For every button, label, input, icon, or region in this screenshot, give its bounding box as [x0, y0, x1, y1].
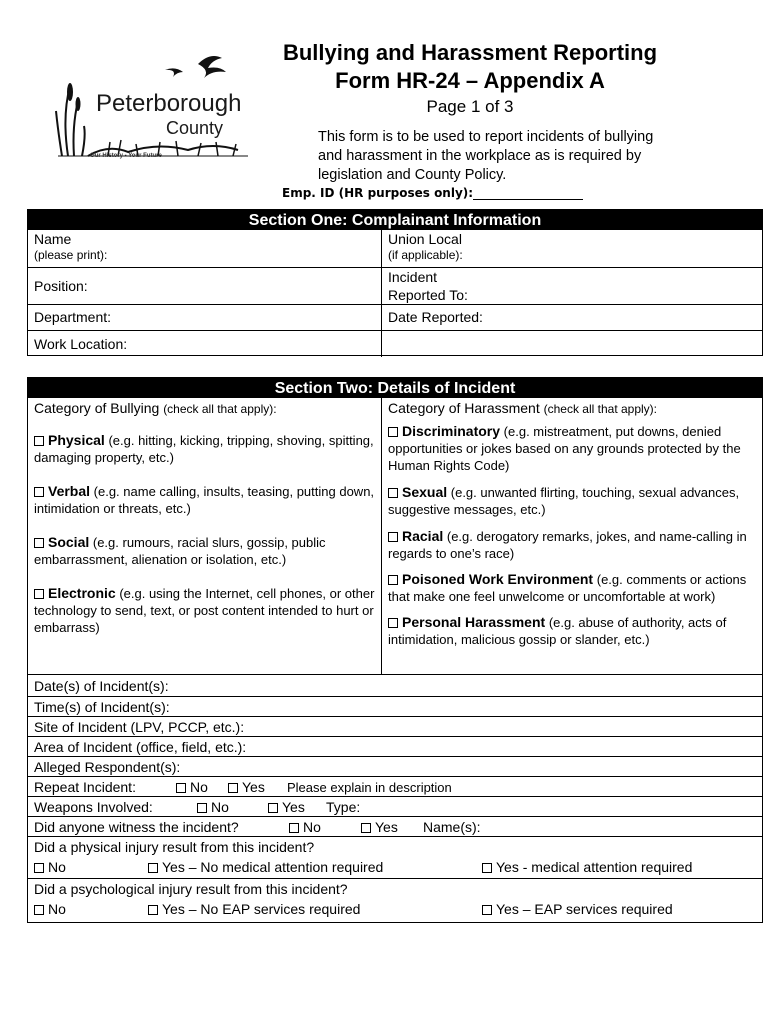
witness-label: Did anyone witness the incident? — [34, 819, 239, 835]
area-label: Area of Incident (office, field, etc.): — [34, 739, 247, 755]
psychological-injury-row — [28, 878, 762, 920]
poisoned-checkbox[interactable] — [388, 575, 398, 585]
witness-yes[interactable]: Yes — [361, 817, 423, 837]
physical-injury-row — [28, 836, 762, 878]
date-reported-field[interactable] — [382, 305, 762, 330]
emp-id-label: Emp. ID (HR purposes only): — [282, 186, 474, 200]
bullying-option-physical[interactable]: Physical (e.g. hitting, kicking, tripping, shoving, spitting, damaging property, etc.) — [34, 432, 374, 465]
weapons-label: Weapons Involved: — [34, 799, 153, 815]
union-label: Union Local — [388, 231, 462, 247]
respondents-label: Alleged Respondent(s): — [34, 759, 181, 775]
witness-yes-checkbox[interactable] — [361, 823, 371, 833]
harassment-option-personal[interactable]: Personal Harassment (e.g. abuse of authority, acts of intimidation, malicious gossip or slander, etc.) — [388, 614, 727, 647]
harassment-option-sexual[interactable]: Sexual (e.g. unwanted flirting, touching, sexual advances, suggestive messages, etc.) — [388, 484, 740, 517]
form-title-line2: Form HR-24 – Appendix A — [335, 68, 605, 93]
section-two-title: Section Two: Details of Incident — [28, 378, 762, 398]
union-sublabel: (if applicable): — [388, 248, 463, 262]
union-local-field[interactable] — [382, 230, 762, 267]
sexual-checkbox[interactable] — [388, 488, 398, 498]
intro-text: This form is to be used to report incidents of bullying and harassment in the workplace as is required by legislation and County Policy. — [318, 129, 654, 183]
weapons-type-label: Type: — [326, 799, 361, 815]
name-sublabel: (please print): — [34, 248, 108, 262]
witness-no[interactable]: No — [289, 817, 361, 837]
psychological-injury-question: Did a psychological injury result from this incident? — [34, 881, 348, 897]
emp-id-line[interactable] — [473, 188, 583, 200]
dates-of-incident-field[interactable] — [28, 674, 762, 696]
position-label: Position: — [34, 278, 88, 294]
repeat-no-checkbox[interactable] — [176, 783, 186, 793]
repeat-label: Repeat Incident: — [34, 779, 136, 795]
harassment-column — [382, 398, 762, 674]
physical-injury-no[interactable]: No — [34, 857, 148, 877]
incident-reported-label-2: Reported To: — [388, 287, 468, 303]
site-label: Site of Incident (LPV, PCCP, etc.): — [34, 719, 245, 735]
logo-county: County — [166, 118, 224, 138]
bullying-option-electronic[interactable]: Electronic (e.g. using the Internet, cell phones, or other technology to send, text, or post content intended to hurt or embarrass) — [34, 585, 375, 635]
witness-no-checkbox[interactable] — [289, 823, 299, 833]
psych-eap-checkbox[interactable] — [482, 905, 492, 915]
name-field[interactable] — [28, 230, 382, 267]
social-checkbox[interactable] — [34, 538, 44, 548]
logo-name: Peterborough — [96, 90, 242, 117]
repeat-incident-row — [28, 776, 762, 796]
psych-injury-eap[interactable]: Yes – EAP services required — [482, 901, 673, 917]
bullying-option-social[interactable]: Social (e.g. rumours, racial slurs, gossip, public embarrassment, alienation or isolation, etc.) — [34, 534, 326, 567]
witness-row — [28, 816, 762, 836]
repeat-yes[interactable]: Yes — [228, 777, 287, 797]
department-field[interactable] — [28, 305, 382, 330]
physical-injury-question: Did a physical injury result from this incident? — [34, 839, 315, 855]
repeat-no[interactable]: No — [176, 777, 228, 797]
physical-no-medical-checkbox[interactable] — [148, 863, 158, 873]
section-two — [27, 377, 763, 923]
psych-no-eap-checkbox[interactable] — [148, 905, 158, 915]
psych-injury-no-eap[interactable]: Yes – No EAP services required — [148, 899, 482, 919]
work-location-blank[interactable] — [382, 331, 762, 357]
department-label: Department: — [34, 309, 112, 325]
dates-label: Date(s) of Incident(s): — [34, 678, 169, 694]
logo-tagline: Our History - Your Future — [90, 153, 162, 159]
bullying-option-verbal[interactable]: Verbal (e.g. name calling, insults, teasing, putting down, intimidation or threats, etc.) — [34, 483, 375, 516]
incident-reported-label-1: Incident — [388, 269, 438, 285]
electronic-checkbox[interactable] — [34, 589, 44, 599]
emp-id-field[interactable] — [282, 186, 583, 200]
work-location-label: Work Location: — [34, 336, 128, 352]
weapons-no-checkbox[interactable] — [197, 803, 207, 813]
harassment-option-discriminatory[interactable]: Discriminatory (e.g. mistreatment, put downs, denied opportunities or jokes based on any grounds protected by the Human Rights Code) — [388, 423, 741, 473]
repeat-yes-checkbox[interactable] — [228, 783, 238, 793]
incident-reported-to-field[interactable] — [382, 268, 762, 304]
times-label: Time(s) of Incident(s): — [34, 699, 170, 715]
section-one-title: Section One: Complainant Information — [28, 210, 762, 230]
physical-no-checkbox[interactable] — [34, 863, 44, 873]
bullying-header: Category of Bullying (check all that apply): — [34, 400, 277, 416]
harassment-option-poisoned[interactable]: Poisoned Work Environment (e.g. comments or actions that make one feel unwelcome or uncomfortable at work) — [388, 571, 747, 604]
date-reported-label: Date Reported: — [388, 309, 483, 325]
physical-checkbox[interactable] — [34, 436, 44, 446]
harassment-option-racial[interactable]: Racial (e.g. derogatory remarks, jokes, and name-calling in regards to one’s race) — [388, 528, 747, 561]
form-title-line1: Bullying and Harassment Reporting — [282, 40, 658, 65]
physical-injury-medical[interactable]: Yes - medical attention required — [482, 859, 692, 875]
bullying-column — [28, 398, 382, 674]
personal-checkbox[interactable] — [388, 618, 398, 628]
witness-names-label: Name(s): — [423, 819, 481, 835]
harassment-header: Category of Harassment (check all that apply): — [388, 400, 658, 416]
site-of-incident-field[interactable] — [28, 716, 762, 736]
physical-injury-no-medical[interactable]: Yes – No medical attention required — [148, 857, 482, 877]
section-one — [27, 209, 763, 356]
area-of-incident-field[interactable] — [28, 736, 762, 756]
weapons-yes[interactable]: Yes — [268, 797, 326, 817]
work-location-field[interactable] — [28, 331, 382, 357]
name-label: Name — [34, 231, 72, 247]
weapons-no[interactable]: No — [197, 797, 268, 817]
times-of-incident-field[interactable] — [28, 696, 762, 716]
page-number: Page 1 of 3 — [426, 97, 514, 116]
racial-checkbox[interactable] — [388, 532, 398, 542]
repeat-note: Please explain in description — [287, 780, 452, 795]
psych-no-checkbox[interactable] — [34, 905, 44, 915]
weapons-yes-checkbox[interactable] — [268, 803, 278, 813]
psych-injury-no[interactable]: No — [34, 899, 148, 919]
discriminatory-checkbox[interactable] — [388, 427, 398, 437]
verbal-checkbox[interactable] — [34, 487, 44, 497]
weapons-involved-row — [28, 796, 762, 816]
alleged-respondents-field[interactable] — [28, 756, 762, 776]
physical-medical-checkbox[interactable] — [482, 863, 492, 873]
position-field[interactable] — [28, 268, 382, 304]
